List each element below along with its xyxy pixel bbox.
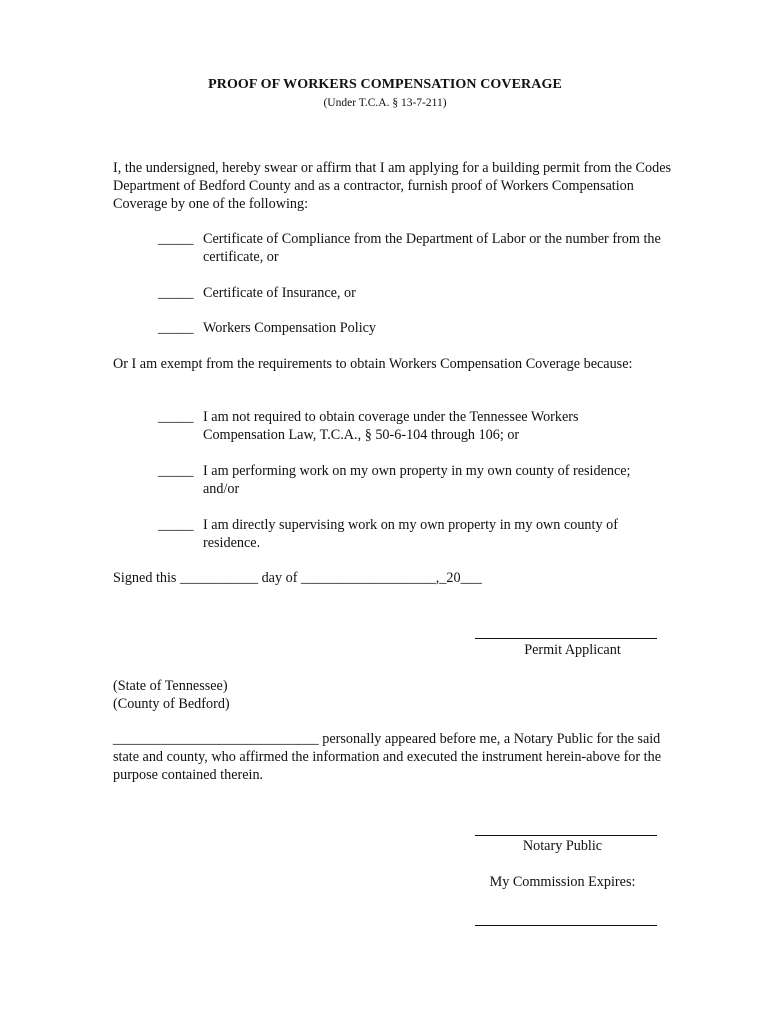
signed-date-line[interactable]: Signed this ___________ day of ___________________,_20___ <box>113 570 482 586</box>
commission-expires-label: My Commission Expires: <box>489 874 636 890</box>
exempt-intro-paragraph: Or I am exempt from the requirements to obtain Workers Compensation Coverage because: <box>113 356 633 372</box>
checkbox-blank[interactable]: _____ <box>158 320 194 336</box>
option-label: I am not required to obtain coverage under the Tennessee Workers Compensation Law, T.C.A., § 50-6-104 through 106; or <box>203 409 579 443</box>
document-title: PROOF OF WORKERS COMPENSATION COVERAGE <box>208 77 562 92</box>
option-label: Workers Compensation Policy <box>203 320 377 336</box>
option-label: Certificate of Compliance from the Department of Labor or the number from the certificate, or <box>203 231 661 265</box>
permit-applicant-signature-line[interactable] <box>475 638 657 639</box>
document-subtitle: (Under T.C.A. § 13-7-211) <box>323 97 447 109</box>
notary-public-label: Notary Public <box>522 838 603 854</box>
checkbox-blank[interactable]: _____ <box>158 517 194 533</box>
checkbox-blank[interactable]: _____ <box>158 285 194 301</box>
option-label: I am performing work on my own property in my own county of residence; and/or <box>203 463 631 497</box>
commission-expiry-line[interactable] <box>475 925 657 926</box>
notary-signature-line[interactable] <box>475 835 657 836</box>
option-label: I am directly supervising work on my own property in my own county of residence. <box>203 517 618 551</box>
notary-statement <box>113 730 673 784</box>
intro-paragraph: I, the undersigned, hereby swear or affirm that I am applying for a building permit from the Codes Department of Bedford County and as a contractor, furnish proof of Workers Compensation Coverage by one of the following: <box>113 160 672 212</box>
state-label: (State of Tennessee) <box>113 678 228 694</box>
notary-statement-text: personally appeared before me, a Notary Public for the said state and county, who affirmed the information and executed the instrument herein-above for the purpose contained therein. <box>113 731 661 783</box>
checkbox-blank[interactable]: _____ <box>158 409 194 425</box>
option-label: Certificate of Insurance, or <box>203 285 356 301</box>
county-label: (County of Bedford) <box>113 696 230 712</box>
permit-applicant-label: Permit Applicant <box>524 642 621 658</box>
checkbox-blank[interactable]: _____ <box>158 231 194 247</box>
appearing-person-blank[interactable]: _____________________________ <box>113 731 319 747</box>
checkbox-blank[interactable]: _____ <box>158 463 194 479</box>
